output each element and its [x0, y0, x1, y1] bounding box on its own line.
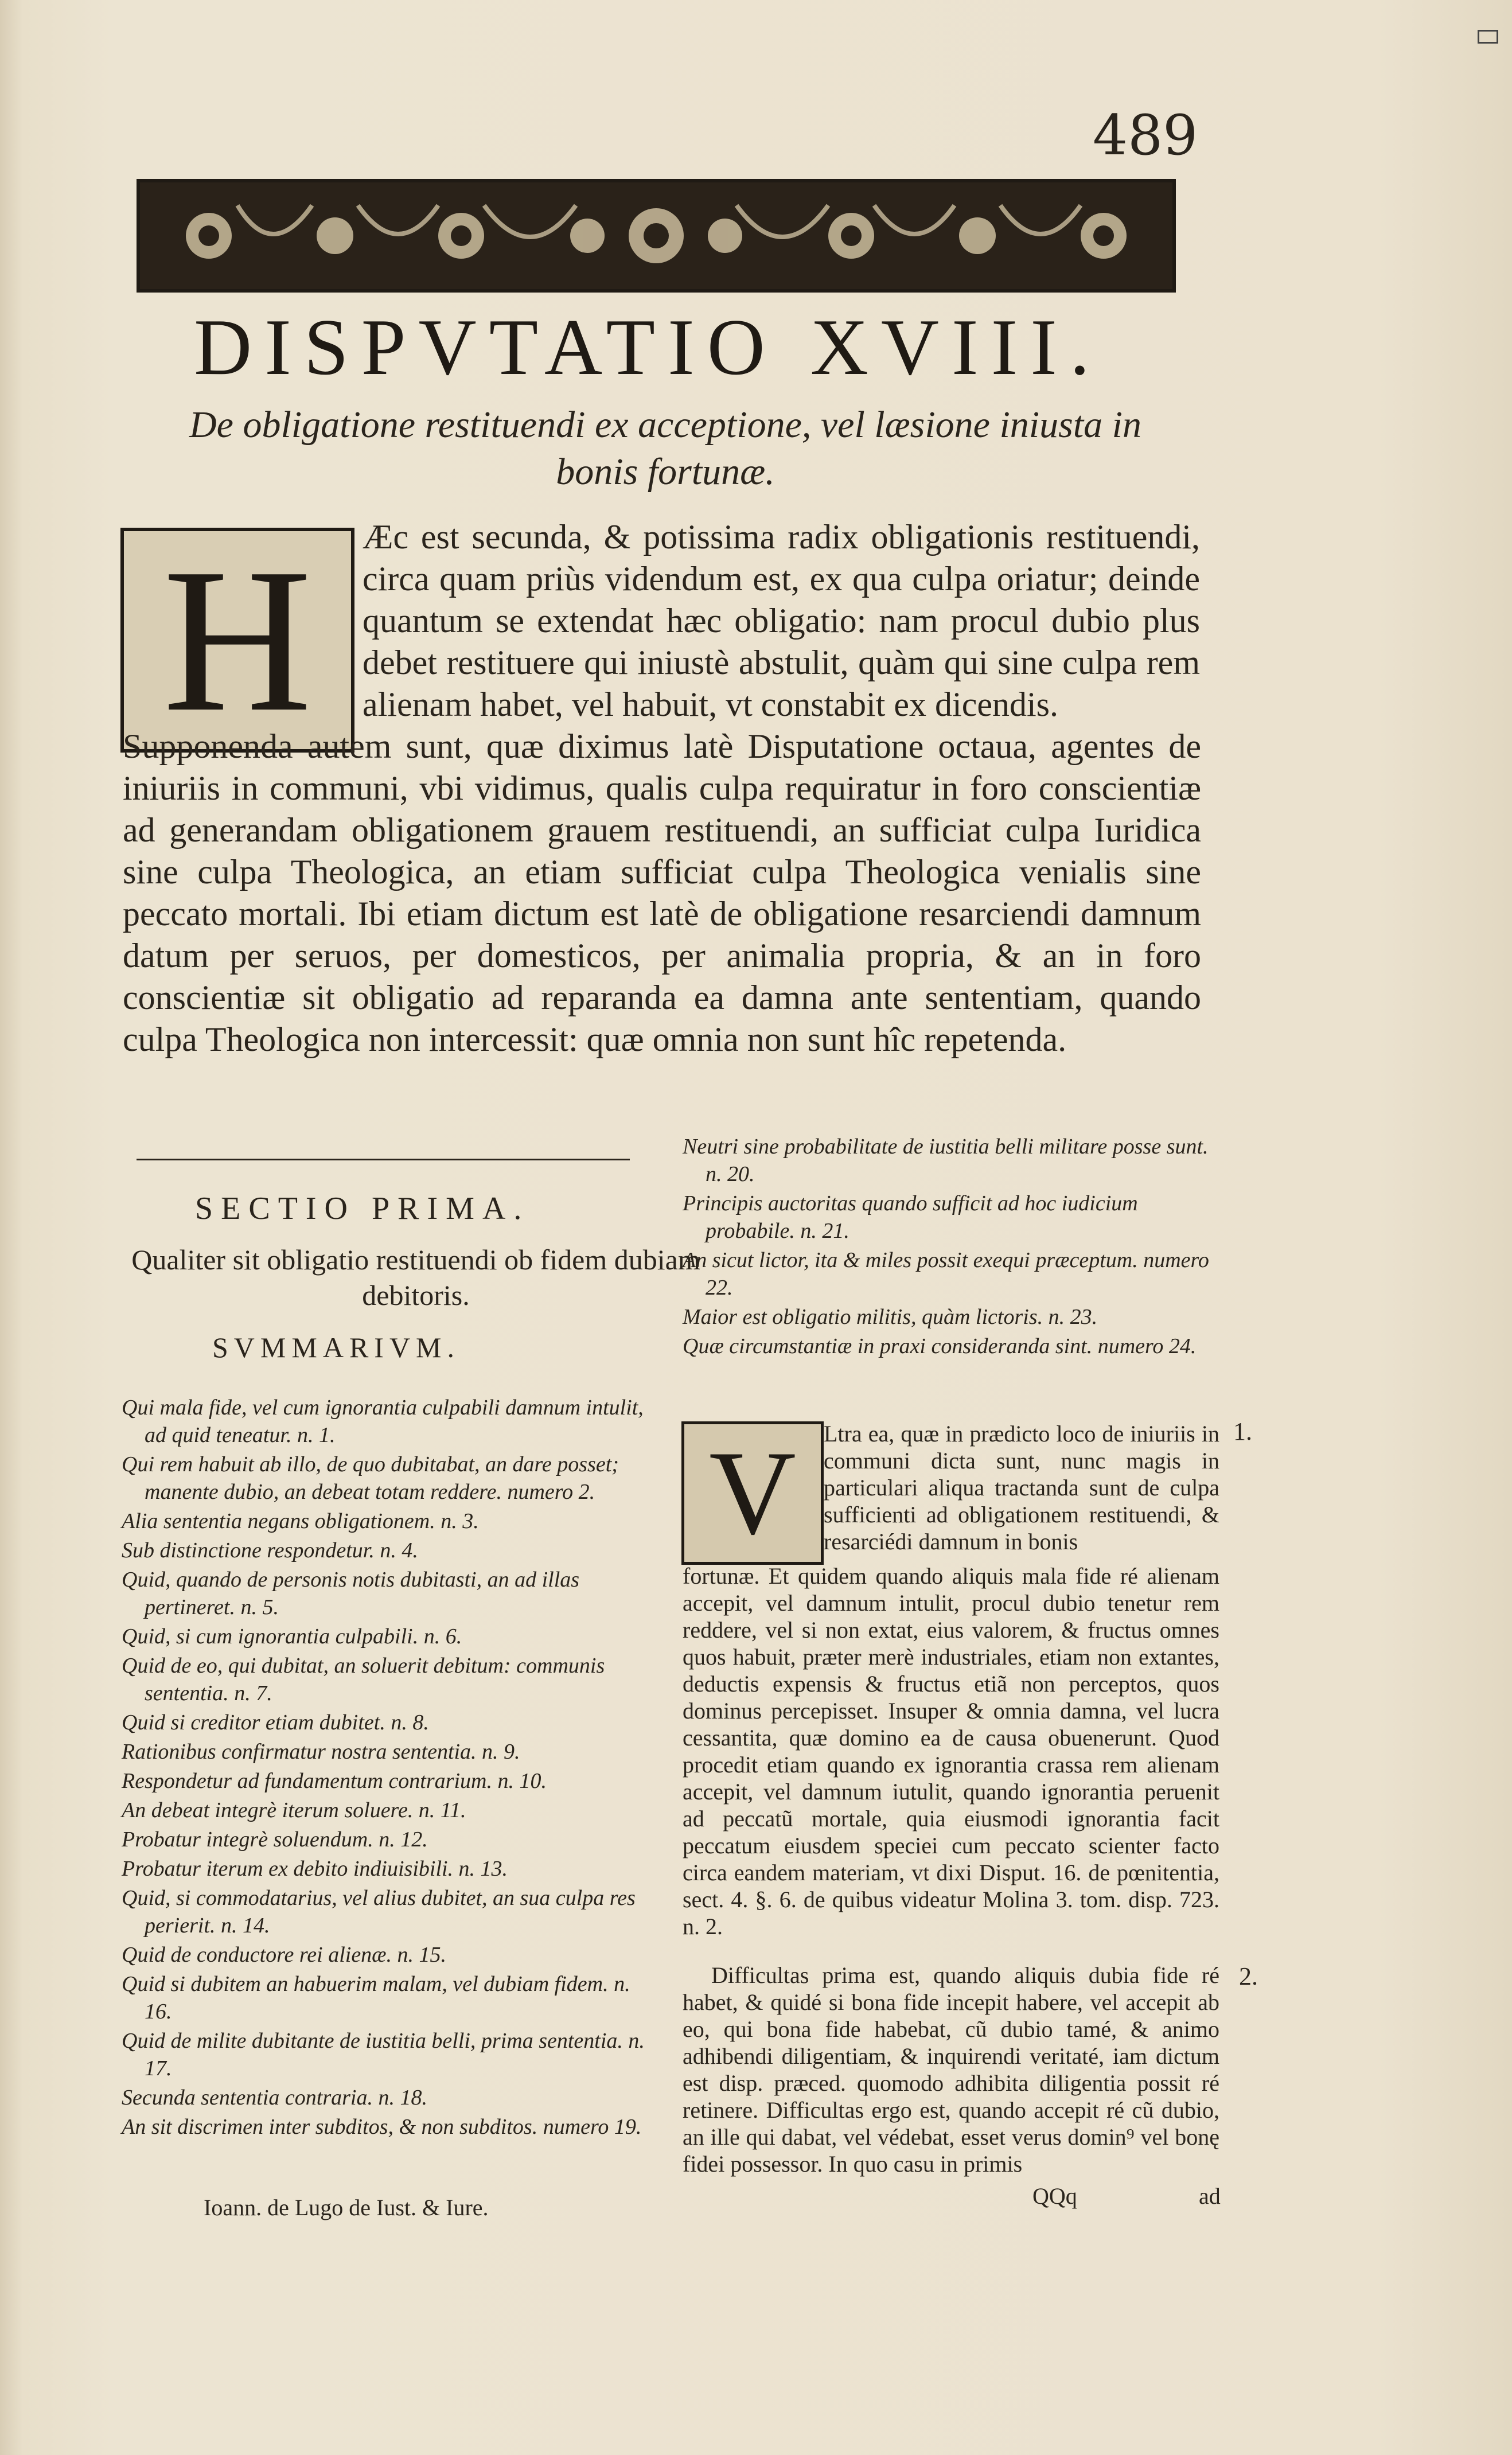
intro-paragraph-start: Æc est secunda, & potissima radix obligationis restituendi, circa quam priùs videndum est, ex qua culpa oriatur; deinde quantum se extendat hæc obligatio: nam procul dubio plus debet restituere qui iniustè abstulit, quàm qui sine culpa rem alienam habet, vel habuit, vt constabit ex dicendis. [363, 518, 1200, 723]
body-paragraph-1-start: Ltra ea, quæ in prædicto loco de iniuriis in communi dicta sunt, nunc magis in particulari aliqua tractanda sunt de culpa sufficienti ad obligationem restituendi, & resarciédi damnum in bonis [824, 1421, 1219, 1554]
disputation-subtitle: De obligatione restituendi ex acceptione, vel læsione iniusta in bonis fortunæ. [189, 404, 1142, 493]
section-heading: SECTIO PRIMA. [195, 1191, 530, 1226]
summary-item: Qui rem habuit ab illo, de quo dubitabat, an dare posset; manente dubio, an debeat totam reddere. numero 2. [122, 1452, 619, 1504]
decorated-initial-small [681, 1421, 824, 1565]
summary-item: Quid si dubitem an habuerim malam, vel dubiam fidem. n. 16. [122, 1972, 630, 2024]
summary-item: Probatur iterum ex debito indiuisibili. n. 13. [122, 1857, 508, 1881]
summary-item: Quid de milite dubitante de iustitia belli, prima sententia. n. 17. [122, 2029, 645, 2080]
margin-number-2: 2. [1239, 1962, 1258, 1990]
initial-letter: V [709, 1427, 796, 1560]
summary-list-left [122, 1394, 655, 2142]
corner-mark [1478, 30, 1498, 44]
summary-item: Secunda sententia contraria. n. 18. [122, 2086, 427, 2110]
summary-item: Maior est obligatio militis, quàm lictoris. n. 23. [683, 1305, 1098, 1329]
margin-number-1: 1. [1233, 1417, 1252, 1445]
summary-item: Alia sententia negans obligationem. n. 3. [122, 1509, 479, 1533]
summary-item: Quid de conductore rei alienæ. n. 15. [122, 1943, 447, 1967]
catchword: ad [1199, 2183, 1221, 2209]
summary-item: An sit discrimen inter subditos, & non subditos. numero 19. [122, 2115, 642, 2139]
body-paragraph-1-continued: fortunæ. Et quidem quando aliquis mala fide ré alienam accepit, vel damnum intulit, procul dubio tenetur rem reddere, vel si non extat, eius valorem, & fructus omnes quos habuit, præter merè industriales, etiam non extantes, deductis expensis & fructus etiã non perceptos, quos dominus percepisset. Insuper & omnia damna, vel lucra cessantita, quæ domino ea de causa obuenerunt. Quod procedit etiam quando ex ignorantia crassa rem alienam accepit, vel damnum iutulit, quando ignorantia peruenit ad peccatũ mortale, quia eiusmodi ignorantia facit peccatum eiusdem speciei cum peccato scienter facto circa eandem materiam, vt dixi Disput. 16. de pœnitentia, sect. 4. §. 6. de quibus videatur Molina 3. tom. disp. 723. n. 2. [683, 1563, 1219, 1939]
disputation-title: DISPVTATIO XVIII. [194, 303, 1102, 392]
summary-item: Rationibus confirmatur nostra sententia. n. 9. [122, 1740, 520, 1764]
summary-item: An debeat integrè iterum soluere. n. 11. [122, 1798, 466, 1822]
page-number: 489 [1093, 103, 1198, 167]
summary-heading: SVMMARIVM. [212, 1331, 461, 1363]
section-title: Qualiter sit obligatio restituendi ob fidem dubiam debitoris. [131, 1244, 700, 1311]
decorated-initial [120, 525, 354, 754]
summary-item: Quid si creditor etiam dubitet. n. 8. [122, 1710, 429, 1735]
summary-item: Principis auctoritas quando sufficit ad hoc iudicium probabile. n. 21. [683, 1191, 1138, 1243]
summary-item: Qui mala fide, vel cum ignorantia culpabili damnum intulit, ad quid teneatur. n. 1. [122, 1396, 644, 1447]
running-footer: Ioann. de Lugo de Iust. & Iure. [204, 2195, 489, 2220]
summary-item: Quid, quando de personis notis dubitasti, an ad illas pertineret. n. 5. [122, 1568, 580, 1619]
summary-item: Probatur integrè soluendum. n. 12. [122, 1827, 428, 1852]
section-rule [137, 1159, 630, 1160]
summary-item: Quid, si cum ignorantia culpabili. n. 6. [122, 1624, 462, 1649]
ornamental-headpiece [137, 179, 1176, 293]
summary-item: Quid de eo, qui dubitat, an soluerit debitum: communis sententia. n. 7. [122, 1654, 605, 1705]
intro-paragraph-continued: Supponenda autem sunt, quæ diximus latè Disputatione octaua, agentes de iniuriis in communi, vbi vidimus, qualis culpa requiratur in foro conscientiæ ad generandam obligationem grauem restituendi, an sufficiat culpa Iuridica sine culpa Theologica, an etiam sufficiat culpa Theologica venialis sine peccato mortali. Ibi etiam dictum est latè de obligatione resarciendi damnum datum per seruos, per domesticos, per animalia propria, & an in foro conscientiæ sit obligatio ad reparanda ea damna ante sententiam, quando culpa Theologica non intercessit: quæ omnia non sunt hîc repetenda. [123, 727, 1201, 1058]
initial-letter: H [163, 525, 312, 754]
summary-item: Neutri sine probabilitate de iustitia belli militare posse sunt. n. 20. [683, 1135, 1209, 1186]
body-paragraph-2: Difficultas prima est, quando aliquis dubia fide ré habet, & quidé si bona fide incepit habere, vel accepit ab eo, qui bona fide habebat, cũ dubio tamé, & animo adhibendi diligentiam, & inquirendi veritaté, iam dictum est disp. præced. quomodo adhibita diligentia possit ré retinere. Difficultas ergo est, quando accepit ré cũ dubio, an ille qui dabat, vel védebat, esset verus domin⁹ vel bonę fidei possessor. In quo casu in primis [683, 1962, 1219, 2177]
summary-item: Sub distinctione respondetur. n. 4. [122, 1538, 418, 1562]
signature-mark: QQq [1032, 2183, 1077, 2209]
summary-item: Respondetur ad fundamentum contrarium. n. 10. [122, 1769, 547, 1793]
summary-item: Quæ circumstantiæ in praxi consideranda sint. numero 24. [683, 1334, 1197, 1358]
summary-list-right [683, 1133, 1210, 1362]
summary-item: Quid, si commodatarius, vel alius dubitet, an sua culpa res perierit. n. 14. [122, 1886, 636, 1938]
summary-item: An sicut lictor, ita & miles possit exequi præceptum. numero 22. [683, 1248, 1209, 1300]
